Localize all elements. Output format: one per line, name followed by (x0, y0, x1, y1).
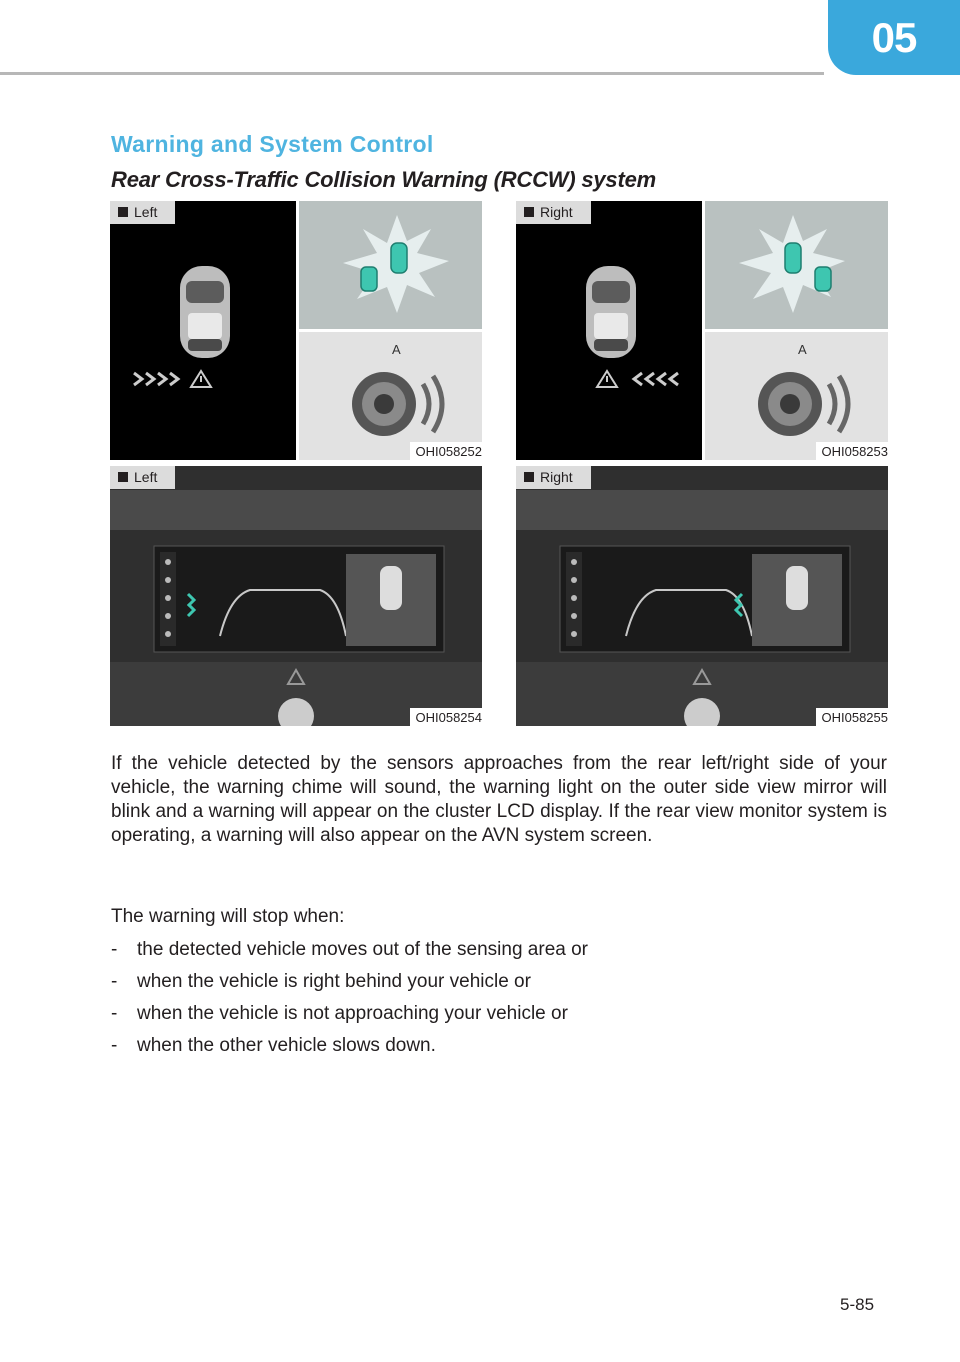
figure-code: OHI058255 (816, 708, 889, 726)
section-title: Warning and System Control (111, 131, 434, 157)
collision-warning-icon (299, 201, 482, 329)
header-rule (0, 72, 824, 75)
figure-tag: Left (110, 466, 175, 489)
figure-avn-right (516, 466, 888, 726)
speaker-label: A (798, 342, 807, 357)
figure-avn-left (110, 466, 482, 726)
figure-tag: Right (516, 201, 591, 224)
figure-tag: Right (516, 466, 591, 489)
speaker-label: A (392, 342, 401, 357)
figure-tag: Left (110, 201, 175, 224)
figure-code: OHI058253 (816, 442, 889, 460)
car-top-view-icon (110, 201, 296, 460)
list-item: - when the vehicle is not approaching your vehicle or (111, 1003, 568, 1024)
figure-code: OHI058252 (410, 442, 483, 460)
car-top-view-icon (516, 201, 702, 460)
avn-screen-illustration (516, 466, 888, 726)
body-paragraph: If the vehicle detected by the sensors approaches from the rear left/right side of your vehicle, the warning chime will sound, the warning light on the outer side view mirror will blink and a warning will appear on the cluster LCD display. If the rear view monitor system is operating, a warning will also appear on the AVN system screen. (111, 753, 887, 846)
stop-conditions-list (111, 938, 588, 1066)
chapter-tab: 05 (828, 0, 960, 75)
list-item: - when the vehicle is right behind your vehicle or (111, 971, 531, 992)
cluster-display (110, 201, 296, 460)
speaker-icon (299, 332, 482, 460)
page-subtitle: Rear Cross-Traffic Collision Warning (RCCW) system (111, 167, 656, 192)
avn-screen-illustration (110, 466, 482, 726)
figure-code: OHI058254 (410, 708, 483, 726)
rccw-alert-panel (299, 201, 482, 329)
list-item: - when the other vehicle slows down. (111, 1035, 436, 1056)
speaker-icon (705, 332, 888, 460)
figure-cluster-left (110, 201, 482, 460)
speaker-panel (705, 332, 888, 460)
page-number: 5-85 (840, 1295, 875, 1314)
stop-intro: The warning will stop when: (111, 906, 345, 927)
speaker-panel (299, 332, 482, 460)
rccw-alert-panel (705, 201, 888, 329)
collision-warning-icon (705, 201, 888, 329)
list-item: - the detected vehicle moves out of the sensing area or (111, 939, 588, 960)
figure-cluster-right (516, 201, 888, 460)
cluster-display (516, 201, 702, 460)
